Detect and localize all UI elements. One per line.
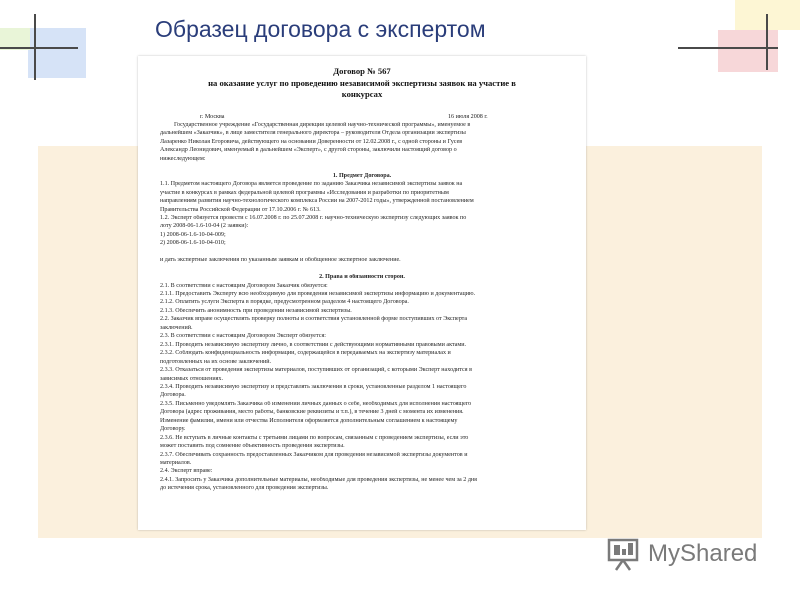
contract-subject: на оказание услуг по проведению независимой экспертизы заявок на участие в [208,78,516,88]
contract-text-line: 2.2. Заказчик вправе осуществлять проверку полноты и соответствия установленной форме поступивших от Эксперта [160,316,468,323]
decor-square-blue [28,28,86,78]
contract-text-line: дальнейшем «Заказчик», в лице заместителя генерального директора – руководителя Отдела организации экспертизы [160,130,466,137]
contract-date: 16 июля 2008 г. [448,114,488,120]
logo-text: MyShared [648,540,758,567]
contract-text-line: Договора (адрес проживания, место работы, банковские реквизиты и т.п.), в течение 3 дней с момента их изменения. [160,409,464,416]
contract-text-line: Договору. [160,426,186,433]
contract-text-line: материалов. [160,460,192,466]
contract-number: Договор № 567 [333,66,391,76]
contract-text-line: 2.4. Эксперт вправе: [160,468,213,475]
contract-text-line: Изменение фамилии, имени или отчества Исполнителя оформляется дополнительным соглашением к настоящему [160,417,458,424]
contract-text-line: до истечения срока, установленного для проведения экспертизы. [160,485,329,492]
contract-text-line: лоту 2008-06-1.6-10-04 (2 заявки): [160,223,249,230]
contract-text-line: 2.3.5. Письменно уведомлять Заказчика об изменении личных данных о себе, необходимых для исполнения настоящего [160,400,472,407]
contract-text-line: 2) 2008-06-1.6-10-04-010; [160,240,226,247]
contract-text-line: 1) 2008-06-1.6-10-04-009; [160,231,226,238]
contract-text-line: заключений. [160,324,193,331]
decor-square-pink [718,30,778,72]
contract-text-line: 2.1.3. Обеспечить анонимность при проведении независимой экспертизы. [160,307,352,314]
contract-document [138,56,586,530]
contract-text-line: Государственное учреждение «Государственная дирекция целевой научно-технической программы», именуемое в [174,122,471,128]
contract-text-line: Договора. [160,392,186,399]
contract-text-line: 2.3.4. Проводить независимую экспертизу и представлять заключения в сроки, установленные разделом 1 настоящего [160,383,467,390]
contract-subject-continued: конкурсах [341,89,383,99]
presentation-board-icon [606,536,642,572]
slide-title: Образец договора с экспертом [155,16,486,42]
contract-text-line: 2.1.1. Предоставить Эксперту всю необходимую для проведения независимой экспертизы информацию и документацию. [160,291,476,297]
contract-text-line: нижеследующем: [160,155,206,162]
contract-text-line: подготовленных на их основе заключений. [160,358,272,365]
contract-text-line: 2.3.7. Обеспечивать сохранность предоставленных Заказчиком для проведения независимой экспертизы документов и [160,451,468,458]
contract-text-line: и дать экспертные заключения по указанным заявкам и обобщенное экспертное заключение. [160,257,401,264]
contract-text-line: 2.1. В соответствии с настоящим Договором Заказчик обязуется: [160,282,328,289]
contract-text-line: зависимых отношениях. [160,375,223,382]
contract-text-line: направлениям развития научно-технологического комплекса России на 2007-2012 годы», утвержденной постановлением [160,198,474,205]
contract-text-line: 2.3.2. Соблюдать конфиденциальность информации, содержащейся в передаваемых на экспертизу материалах и [160,350,451,357]
contract-text-line: 2.4.1. Запросить у Заказчика дополнительные материалы, необходимые для проведения экспертизы, не менее чем за 2 дня [160,476,477,483]
contract-text-line: 2.3. В соответствии с настоящим Договором Эксперт обязуется: [160,333,326,340]
section-heading: 2. Права и обязанности сторон. [319,274,405,281]
contract-text-line: может поставить под сомнение объективность проведения экспертизы. [160,443,345,450]
contract-text-line: Лазаренко Николая Егоровича, действующего на основании Доверенности от 12.02.2008 г., с одной стороны и Гусев [160,138,463,145]
contract-text-line: 2.3.3. Отказаться от проведения экспертизы материалов, поступивших от организаций, с которыми Эксперт находится в [160,367,472,374]
contract-text-line: 2.1.2. Оплатить услуги Эксперта в порядке, предусмотренном разделом 4 настоящего Договора. [160,299,409,306]
contract-text-line: участие в конкурсах в рамках федеральной целевой программы «Исследования и разработки по приоритетным [160,189,449,196]
contract-text-line: 2.3.1. Проводить независимую экспертизу лично, в соответствии с действующими нормативными правовыми актами. [160,341,467,348]
contract-text-line: Александр Леонидович, именуемый в дальнейшем «Эксперт», с другой стороны, заключили настоящий договор о [160,147,457,154]
section-heading: 1. Предмет Договора. [332,172,392,179]
contract-text-line: 1.1. Предметом настоящего Договора является проведение по заданию Заказчика независимой экспертизы заявок на [160,181,463,188]
contract-city: г. Москва [200,114,225,120]
contract-text-line: 2.3.6. Не вступать в личные контакты с третьими лицами по вопросам, связанным с проведением экспертизы, если это [160,434,469,441]
contract-text-line: Правительства Российской Федерации от 17.10.2006 г. № 613. [160,206,321,213]
contract-text-line: 1.2. Эксперт обязуется провести с 16.07.2008 г. по 25.07.2008 г. научно-техническую экспертизу следующих заявок по [160,214,467,221]
